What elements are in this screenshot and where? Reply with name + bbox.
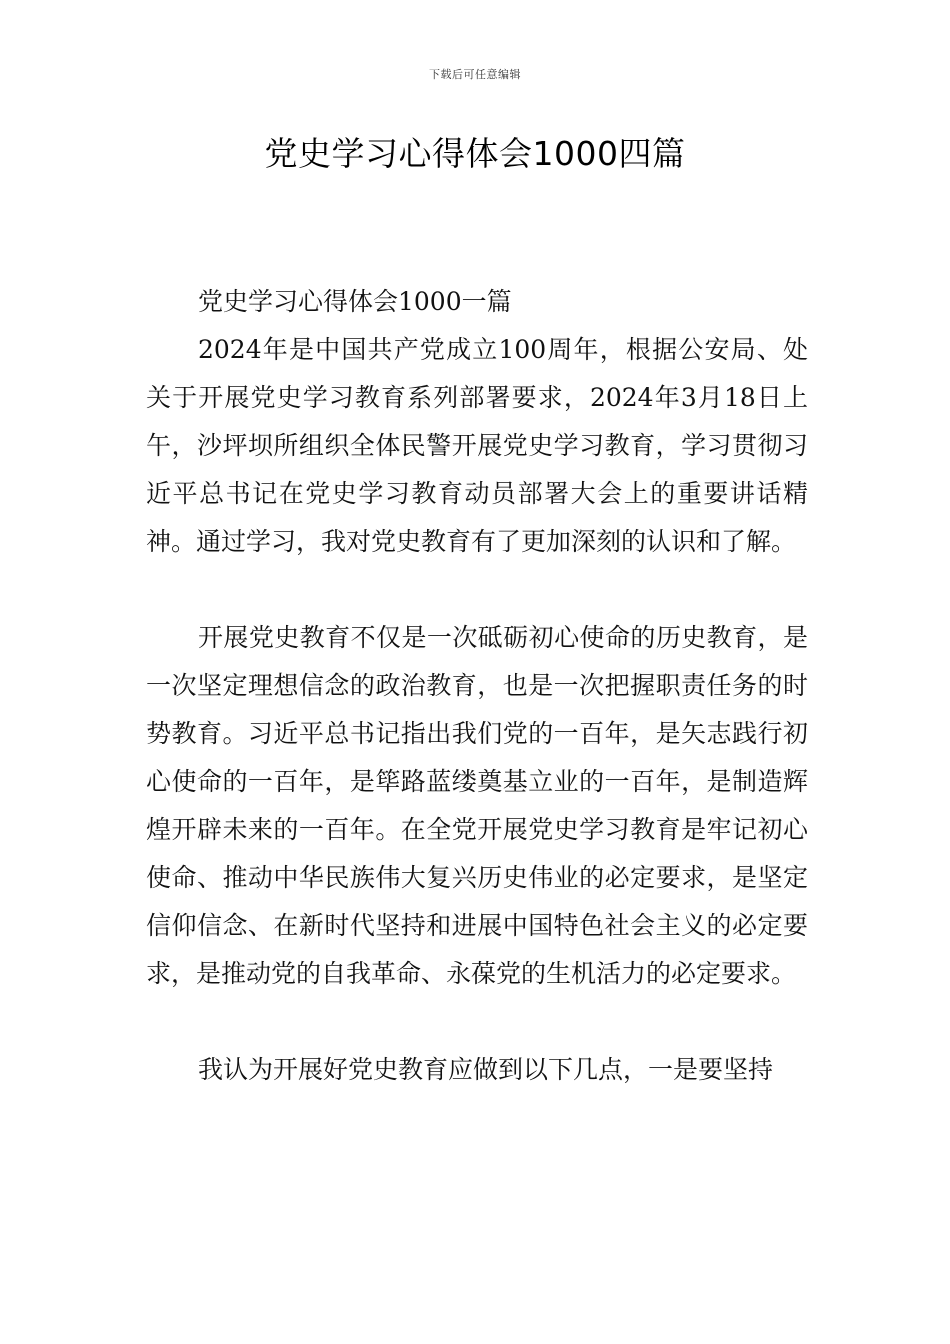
header-note: 下载后可任意编辑 xyxy=(429,68,521,81)
document-title: 党史学习心得体会1000四篇 xyxy=(264,134,686,173)
paragraph-2: 开展党史教育不仅是一次砥砺初心使命的历史教育，是一次坚定理想信念的政治教育，也是一次把握职责任务的时势教育。习近平总书记指出我们党的一百年，是矢志践行初心使命的一百年，是筚路蓝缕奠基立业的一百年，是制造辉煌开辟未来的一百年。在全党开展党史学习教育是牢记初心使命、推动中华民族伟大复兴历史伟业的必定要求，是坚定信仰信念、在新时代坚持和进展中国特色社会主义的必定要求，是推动党的自我革命、永葆党的生机活力的必定要求。 xyxy=(146,623,808,988)
paragraph-3: 我认为开展好党史教育应做到以下几点，一是要坚持 xyxy=(198,1055,774,1084)
section-heading: 党史学习心得体会1000一篇 xyxy=(198,287,512,316)
paragraph-1: 2024年是中国共产党成立100周年，根据公安局、处关于开展党史学习教育系列部署要求，2024年3月18日上午，沙坪坝所组织全体民警开展党史学习教育，学习贯彻习近平总书记在党史学习教育动员部署大会上的重要讲话精神。通过学习，我对党史教育有了更加深刻的认识和了解。 xyxy=(146,335,808,556)
document-body xyxy=(146,278,808,1094)
